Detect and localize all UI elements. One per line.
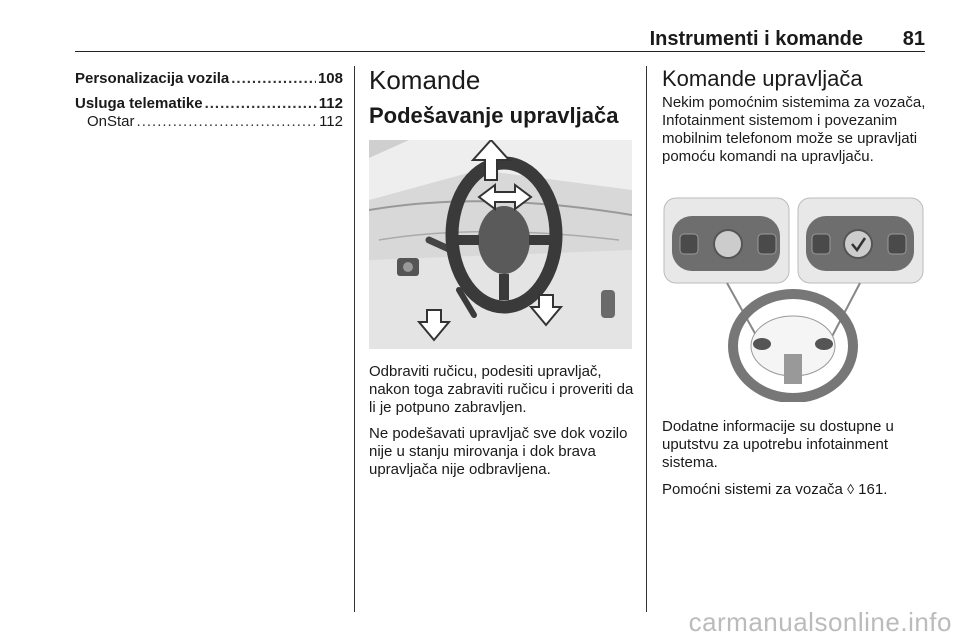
toc-label: Usluga telematike (75, 95, 203, 112)
reference-text: Pomoćni sistemi za vozača (662, 481, 843, 498)
toc-leader (231, 70, 316, 87)
toc-entry-telematika[interactable] (75, 95, 343, 112)
header-title: Instrumenti i komande (649, 28, 863, 50)
controls-title: Komande upravljača (662, 66, 863, 91)
table-of-contents (75, 70, 343, 138)
steering-controls-section (662, 66, 927, 174)
steering-adjustment-text (369, 363, 634, 487)
steering-adjustment-section (369, 64, 634, 130)
toc-page: 112 (319, 113, 343, 130)
toc-page: 112 (318, 95, 343, 112)
adjustment-paragraph: Odbraviti ručicu, podesiti upravljač, nakon toga zabraviti ručicu i proveriti da li je potpuno zabravljen. (369, 363, 634, 416)
cross-reference[interactable] (662, 480, 927, 499)
header-rule (75, 51, 925, 52)
toc-entry-personalizacija[interactable] (75, 70, 343, 87)
steering-controls-illustration (662, 196, 925, 402)
steering-adjustment-illustration (369, 140, 632, 349)
controls-info: Dodatne informacije su dostupne u uputstvu za upotrebu infotainment sistema. (662, 418, 894, 471)
section-title: Komande (369, 65, 481, 95)
toc-entry-onstar[interactable] (75, 113, 343, 130)
toc-label: OnStar (87, 113, 135, 130)
reference-arrow-icon: ◊ (847, 481, 854, 497)
reference-page: 161. (858, 481, 888, 498)
section-subtitle: Podešavanje upravljača (369, 103, 619, 128)
toc-page: 108 (317, 70, 343, 87)
column-divider-2 (646, 66, 647, 612)
page-number: 81 (902, 28, 925, 50)
toc-label: Personalizacija vozila (75, 70, 230, 87)
watermark: carmanualsonline.info (688, 607, 952, 637)
controls-intro: Nekim pomoćnim sistemima za vozača, Infotainment sistemom i povezanim mobilnim telefonom može se upravljati pomoću komandi na upravljaču. (662, 94, 926, 165)
toc-leader (205, 95, 317, 112)
warning-paragraph: Ne podešavati upravljač sve dok vozilo nije u stanju mirovanja i dok brava upravljača nije odbravljena. (369, 425, 628, 478)
column-divider-1 (354, 66, 355, 612)
controls-info-text (662, 418, 927, 507)
toc-leader (137, 113, 318, 130)
